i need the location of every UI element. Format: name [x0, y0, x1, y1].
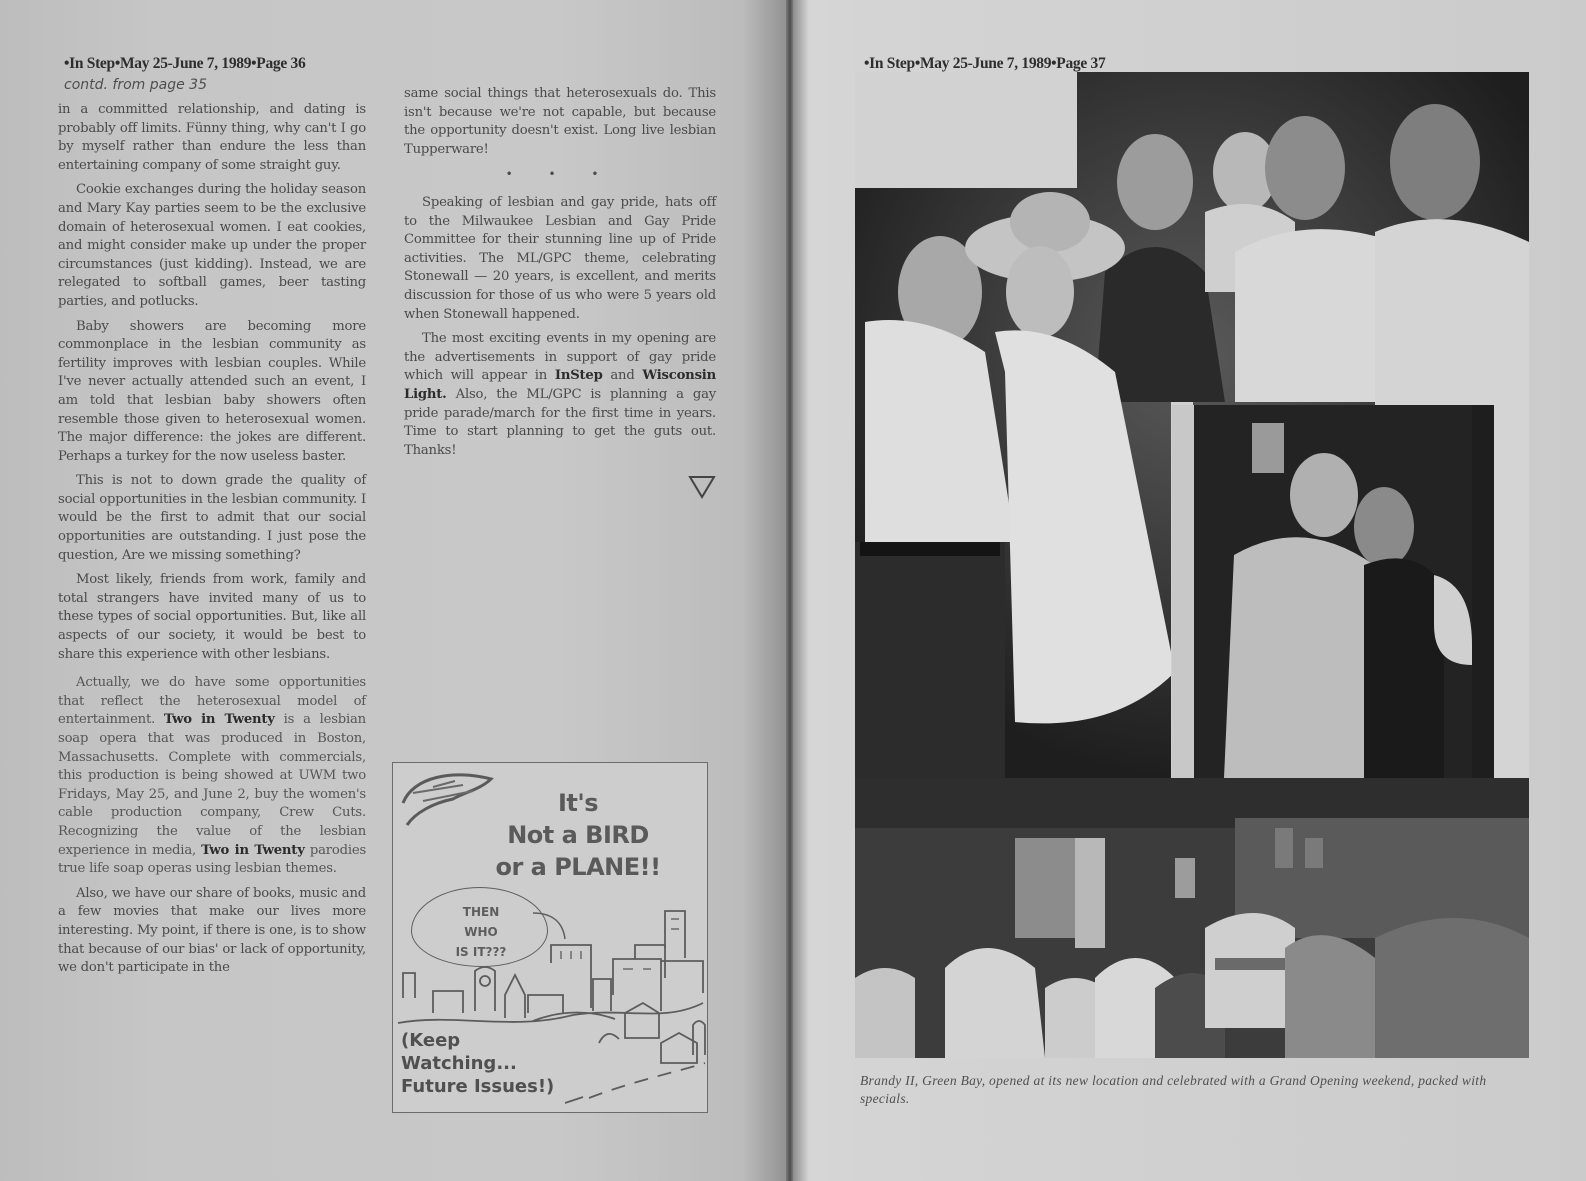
ad-headline	[453, 787, 703, 883]
ad-headline-line: Not a BIRD	[507, 821, 649, 849]
triangle-down-icon	[688, 475, 716, 499]
paragraph: Speaking of lesbian and gay pride, hats off to the Milwaukee Lesbian and Gay Pride Committee for their stunning line up of Pride activities. The ML/GPC theme, celebrating Stonewall — 20 years, is excellent, and merits discussion for those of us who were 5 years old when Stonewall happened.	[404, 194, 716, 322]
text-run: Actually, we do have some opportunities that reflect the heterosexual model of entertainment.	[58, 675, 366, 728]
ad-footer-line: Future Issues!)	[401, 1076, 555, 1097]
title-emphasis: Two in Twenty	[201, 842, 305, 858]
text-run: The most exciting events in my opening are the advertisements in support of gay pride which will appear in	[404, 331, 716, 384]
paragraph: This is not to down grade the quality of social opportunities in the lesbian community. I would be the first to admit that our social opportunities are outstanding. I just pose the question, Are we missing something?	[58, 473, 366, 563]
section-separator: • • •	[505, 167, 615, 182]
ad-footer-line: (Keep	[401, 1030, 461, 1051]
text-run: and	[602, 368, 643, 384]
text-run: Also, the ML/GPC is planning a gay pride parade/march for the first time in years. Time to start planning to get the guts out. Thanks!	[404, 386, 716, 458]
speech-bubble	[411, 887, 548, 967]
ad-headline-line: It's	[557, 789, 599, 817]
page-folio: •In Step•May 25-June 7, 1989•Page 36	[64, 55, 306, 72]
paragraph	[58, 674, 366, 879]
ad-headline-line: or a PLANE!!	[495, 853, 661, 881]
bubble-line: IS IT???	[455, 945, 507, 959]
paragraph: Also, we have our share of books, music and a few movies that make our lives more interesting. My point, if there is one, is to show that because of our bias' or lack of opportunity, we don't participate in the	[58, 885, 366, 976]
bubble-line: THEN	[462, 905, 500, 919]
paragraph	[404, 330, 716, 460]
text-run: is a lesbian soap opera that was produced in Boston, Massachusetts. Complete with commercials, this production is being showed at UWM two Fridays, May 25, and June 2, buy the women's cable production company, Crew Cuts. Recognizing the value of the lesbian experience in media,	[58, 712, 366, 858]
bar-crowd-photo	[855, 778, 1529, 1058]
inset-photo	[1172, 405, 1494, 778]
paragraph: in a committed relationship, and dating is probably off limits. Fünny thing, why can't I go by myself rather than endure the less than entertaining company of some straight guy.	[58, 102, 366, 173]
continued-note: contd. from page 35	[64, 77, 207, 93]
photo-collage	[855, 72, 1529, 1058]
left-page	[0, 0, 790, 1181]
title-emphasis: Two in Twenty	[163, 712, 275, 728]
page-folio: •In Step•May 25-June 7, 1989•Page 37	[864, 55, 1106, 72]
paragraph: Cookie exchanges during the holiday season and Mary Kay parties seem to be the exclusive domain of heterosexual women. I eat cookies, and might consider make up under the proper circumstances (just kidding). Instead, we are relegated to softball games, beer tasting parties, and potlucks.	[58, 182, 366, 309]
bubble-line: WHO	[464, 925, 498, 939]
paragraph: Baby showers are becoming more commonplace in the lesbian community as fertility improves with lesbian couples. While I've never actually attended such an event, I am told that lesbian baby showers often resemble those given to heterosexual women. The major difference: the jokes are different. Perhaps a turkey for the now useless baster.	[58, 318, 366, 464]
article-column-2	[404, 85, 716, 466]
photo-white-area	[855, 72, 1077, 188]
paragraph: same social things that heterosexuals do. This isn't because we're not capable, but because the opportunity doesn't exist. Long live lesbian Tupperware!	[404, 86, 716, 157]
publication-name: InStep	[554, 368, 603, 384]
photo-caption: Brandy II, Green Bay, opened at its new location and celebrated with a Grand Opening weekend, packed with specials.	[860, 1073, 1487, 1106]
advertisement-box	[392, 762, 708, 1113]
paragraph: Most likely, friends from work, family and total strangers have invited many of us to these types of social opportunities. But, like all aspects of our society, it would be best to share this experience with other lesbians.	[58, 572, 366, 662]
speech-bubble-text	[442, 902, 520, 962]
text-run: parodies true life soap operas using lesbian themes.	[58, 842, 367, 877]
ad-footer	[401, 1029, 554, 1098]
publication-name: Wisconsin Light.	[404, 368, 716, 402]
ad-footer-line: Watching...	[401, 1053, 517, 1074]
article-column-1	[58, 101, 366, 984]
